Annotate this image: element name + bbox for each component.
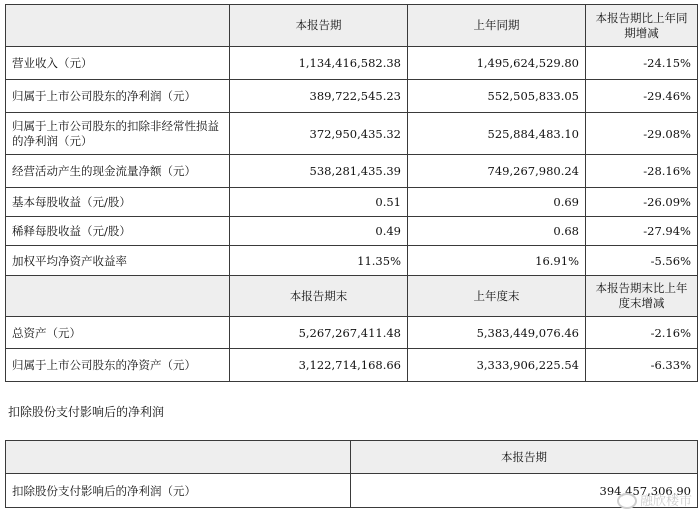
cell-current: 0.49 (230, 217, 408, 246)
row-label: 营业收入（元） (6, 47, 230, 80)
table-row (6, 113, 698, 155)
cell-change: -29.46% (586, 80, 698, 113)
table-header-row (6, 441, 698, 474)
header-blank (6, 5, 230, 47)
cell-prior: 749,267,980.24 (408, 155, 586, 188)
table-row (6, 217, 698, 246)
table-row (6, 317, 698, 349)
cell-prior: 1,495,624,529.80 (408, 47, 586, 80)
table-row (6, 349, 698, 382)
table-row (6, 188, 698, 217)
weibo-logo-icon (617, 493, 637, 509)
cell-current: 5,267,267,411.48 (230, 317, 408, 349)
header-change: 本报告期比上年同期增减 (586, 5, 698, 47)
row-label: 加权平均净资产收益率 (6, 246, 230, 276)
cell-current: 11.35% (230, 246, 408, 276)
financial-summary-table (5, 4, 698, 382)
header-blank (6, 441, 351, 474)
row-label: 经营活动产生的现金流量净额（元） (6, 155, 230, 188)
cell-current: 0.51 (230, 188, 408, 217)
cell-change: -27.94% (586, 217, 698, 246)
cell-current: 3,122,714,168.66 (230, 349, 408, 382)
row-label: 归属于上市公司股东的净利润（元） (6, 80, 230, 113)
cell-prior: 16.91% (408, 246, 586, 276)
cell-change: -26.09% (586, 188, 698, 217)
row-label: 基本每股收益（元/股） (6, 188, 230, 217)
cell-prior: 0.69 (408, 188, 586, 217)
cell-current: 1,134,416,582.38 (230, 47, 408, 80)
watermark-text: 融欣楼市 (639, 493, 692, 509)
cell-current: 372,950,435.32 (230, 113, 408, 155)
cell-change: -24.15% (586, 47, 698, 80)
watermark (617, 490, 692, 510)
header-period-end: 本报告期末 (230, 276, 408, 317)
table-header-row (6, 5, 698, 47)
table-subheader-row (6, 276, 698, 317)
cell-prior: 5,383,449,076.46 (408, 317, 586, 349)
cell-change: -28.16% (586, 155, 698, 188)
cell-change: -2.16% (586, 317, 698, 349)
table-row (6, 155, 698, 188)
cell-change: -6.33% (586, 349, 698, 382)
cell-current: 394,457,306.90 (351, 474, 698, 508)
adjusted-profit-table (5, 440, 698, 508)
table-row (6, 47, 698, 80)
header-current-period: 本报告期 (351, 441, 698, 474)
cell-current: 389,722,545.23 (230, 80, 408, 113)
cell-prior: 0.68 (408, 217, 586, 246)
row-label: 稀释每股收益（元/股） (6, 217, 230, 246)
cell-prior: 3,333,906,225.54 (408, 349, 586, 382)
header-change-period-end: 本报告期末比上年度末增减 (586, 276, 698, 317)
cell-prior: 552,505,833.05 (408, 80, 586, 113)
cell-prior: 525,884,483.10 (408, 113, 586, 155)
section-caption: 扣除股份支付影响后的净利润 (8, 405, 165, 419)
row-label: 总资产（元） (6, 317, 230, 349)
cell-change: -5.56% (586, 246, 698, 276)
header-prior-year-end: 上年度末 (408, 276, 586, 317)
header-blank (6, 276, 230, 317)
cell-change: -29.08% (586, 113, 698, 155)
header-prior-period: 上年同期 (408, 5, 586, 47)
row-label: 归属于上市公司股东的扣除非经常性损益的净利润（元） (6, 113, 230, 155)
row-label: 归属于上市公司股东的净资产（元） (6, 349, 230, 382)
table-row (6, 474, 698, 508)
row-label: 扣除股份支付影响后的净利润（元） (6, 474, 351, 508)
table-row (6, 246, 698, 276)
table-row (6, 80, 698, 113)
cell-current: 538,281,435.39 (230, 155, 408, 188)
header-current-period: 本报告期 (230, 5, 408, 47)
